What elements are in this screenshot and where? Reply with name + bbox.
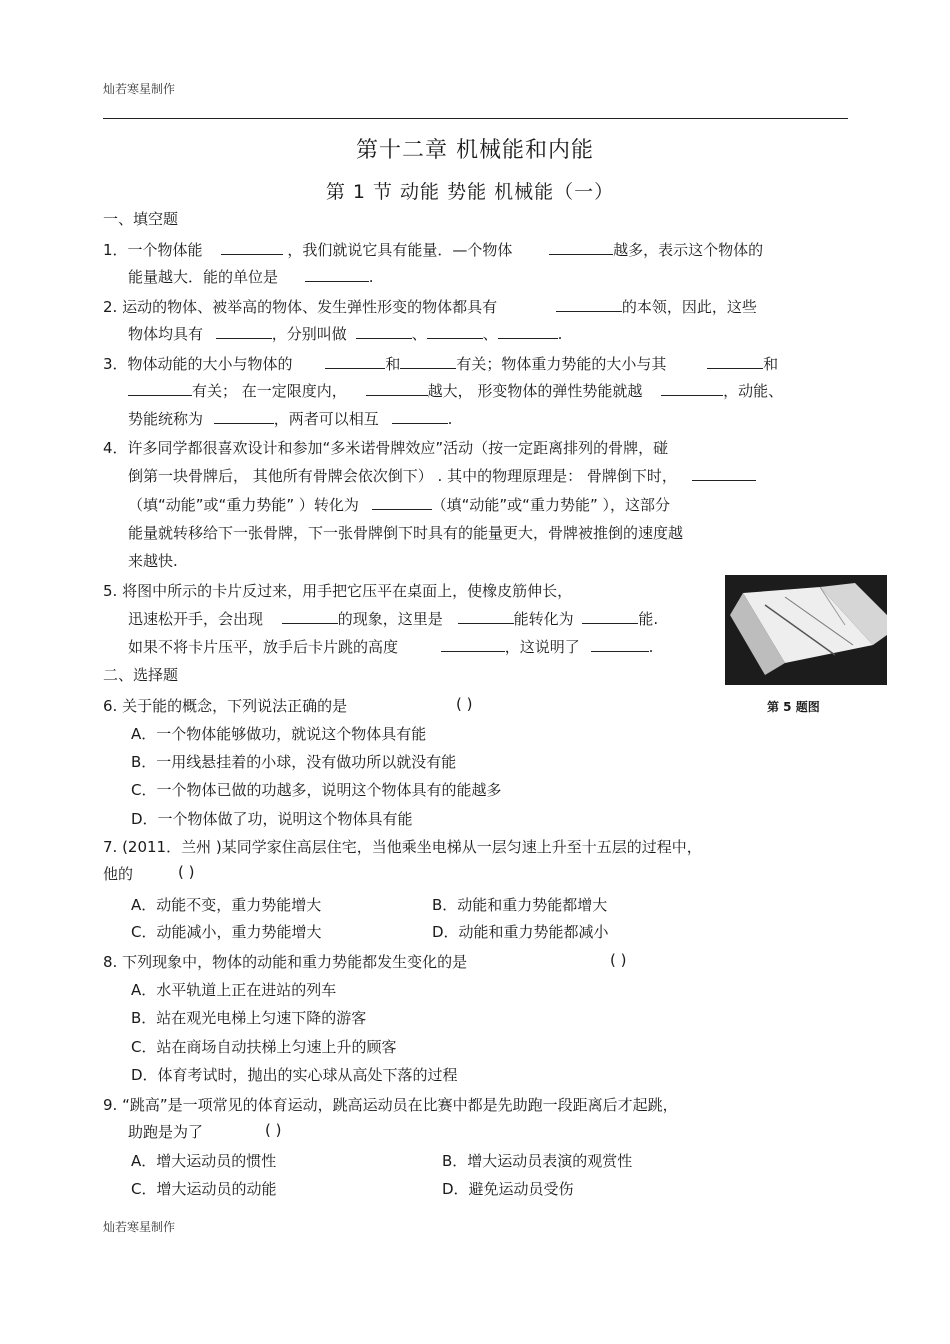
- q3-blank-1[interactable]: [325, 354, 385, 369]
- q6-option-d[interactable]: D．一个物体做了功，说明这个物体具有能: [131, 810, 413, 828]
- q1-blank-2[interactable]: [549, 240, 613, 255]
- q9-option-c[interactable]: C．增大运动员的动能: [131, 1180, 277, 1198]
- q5-text-d: 能.: [638, 610, 659, 628]
- q7-option-b[interactable]: B．动能和重力势能都增大: [432, 896, 608, 914]
- q9-line1: 9. “跳高”是一项常见的体育运动，跳高运动员在比赛中都是先助跑一段距离后才起跳，: [103, 1096, 678, 1114]
- q4-line3: [128, 494, 670, 515]
- q1-text-e: .: [368, 268, 374, 286]
- q9-option-a[interactable]: A．增大运动员的惯性: [131, 1152, 277, 1170]
- q2-text-d: ，分别叫做: [271, 325, 347, 343]
- q2-text-c: 物体均具有: [128, 325, 204, 343]
- q9-answer-paren[interactable]: ( ): [265, 1121, 282, 1139]
- q7-option-a[interactable]: A．动能不变，重力势能增大: [131, 896, 322, 914]
- q8-option-a[interactable]: A．水平轨道上正在进站的列车: [131, 981, 337, 999]
- q8-option-c[interactable]: C．站在商场自动扶梯上匀速上升的顾客: [131, 1038, 397, 1056]
- q5-text-f: ，这说明了: [504, 638, 580, 656]
- q4-line1: 4．许多同学都很喜欢设计和参加“多米诺骨牌效应”活动（按一定距离排列的骨牌，碰: [103, 439, 669, 457]
- q5-blank-3[interactable]: [582, 609, 638, 624]
- q8-option-b[interactable]: B．站在观光电梯上匀速下降的游客: [131, 1009, 367, 1027]
- q3-blank-3[interactable]: [707, 354, 763, 369]
- q4-line4: 能量就转移给下一张骨牌，下一张骨牌倒下时具有的能量更大，骨牌被推倒的速度越: [128, 524, 684, 542]
- q3-line2: [128, 380, 783, 401]
- q5-line1: 5. 将图中所示的卡片反过来，用手把它压平在桌面上，使橡皮筋伸长，: [103, 582, 573, 600]
- q6-option-a[interactable]: A．一个物体能够做功，就说这个物体具有能: [131, 725, 427, 743]
- q1-text-a: 1．一个物体能: [103, 241, 203, 259]
- q6-answer-paren[interactable]: ( ): [456, 695, 473, 713]
- q2-line1: [103, 296, 757, 317]
- q2-text-b: 的本领，因此，这些: [621, 298, 757, 316]
- q4-text-b: 倒第一块骨牌后， 其他所有骨牌会依次倒下） . 其中的物理原理是： 骨牌倒下时，: [128, 467, 677, 485]
- q5-line2: [128, 608, 658, 629]
- q7-option-d[interactable]: D．动能和重力势能都减小: [432, 923, 609, 941]
- q2-blank-2[interactable]: [216, 324, 272, 339]
- q4-line5: 来越快.: [128, 552, 178, 570]
- q3-line3: [128, 408, 452, 429]
- q3-blank-8[interactable]: [392, 409, 448, 424]
- section-title: 第 1 节 动能 势能 机械能（一）: [325, 181, 615, 203]
- q2-text-g: .: [557, 325, 563, 343]
- q3-text-f: 越大， 形变物体的弹性势能就越: [427, 382, 643, 400]
- q8-option-d[interactable]: D．体育考试时，抛出的实心球从高处下落的过程: [131, 1066, 458, 1084]
- q3-blank-2[interactable]: [400, 354, 456, 369]
- q1-blank-1[interactable]: [221, 240, 283, 255]
- q2-blank-4[interactable]: [427, 324, 483, 339]
- q3-line1: [103, 353, 778, 374]
- q5-text-c: 能转化为: [513, 610, 574, 628]
- q3-text-c: 有关；物体重力势能的大小与其: [456, 355, 667, 373]
- q3-blank-6[interactable]: [661, 381, 723, 396]
- q3-blank-7[interactable]: [214, 409, 274, 424]
- q8-stem: 8. 下列现象中，物体的动能和重力势能都发生变化的是: [103, 953, 468, 971]
- q3-text-e: 有关； 在一定限度内，: [192, 382, 347, 400]
- q9-option-d[interactable]: D．避免运动员受伤: [442, 1180, 574, 1198]
- q3-text-j: .: [447, 410, 453, 428]
- card-figure-image: [725, 575, 887, 685]
- q3-text-b: 和: [385, 355, 401, 373]
- q5-line3: [128, 636, 653, 657]
- q9-line2: 助跑是为了: [128, 1123, 204, 1141]
- q9-option-b[interactable]: B．增大运动员表演的观赏性: [442, 1152, 633, 1170]
- header-rule: [103, 118, 848, 119]
- section-choice-heading: 二、选择题: [103, 666, 179, 684]
- q8-answer-paren[interactable]: ( ): [610, 951, 627, 969]
- q2-text-a: 2. 运动的物体、被举高的物体、发生弹性形变的物体都具有: [103, 298, 498, 316]
- q7-option-c[interactable]: C．动能减小，重力势能增大: [131, 923, 322, 941]
- chapter-title: 第十二章 机械能和内能: [356, 138, 594, 163]
- q3-text-i: ，两者可以相互: [273, 410, 379, 428]
- q4-text-d: （填“动能”或“重力势能” ），这部分: [431, 496, 670, 514]
- q1-text-b: ，我们就说它具有能量．—个物体: [287, 241, 513, 259]
- q3-blank-5[interactable]: [366, 381, 428, 396]
- q2-text-e: 、: [411, 325, 427, 343]
- q2-line2: [128, 323, 562, 344]
- q3-text-a: 3．物体动能的大小与物体的: [103, 355, 293, 373]
- q1-text-d: 能量越大．能的单位是: [128, 268, 279, 286]
- q2-text-f: 、: [482, 325, 498, 343]
- figure-caption: 第 5 题图: [767, 700, 820, 714]
- q7-line1: 7. (2011．兰州 )某同学家住高层住宅，当他乘坐电梯从一层匀速上升至十五层的过程中，: [103, 838, 702, 856]
- q5-text-g: .: [648, 638, 654, 656]
- q2-blank-3[interactable]: [356, 324, 412, 339]
- q4-blank-2[interactable]: [372, 495, 432, 510]
- q3-blank-4[interactable]: [128, 381, 192, 396]
- q3-text-g: ，动能、: [723, 382, 784, 400]
- q1-blank-3[interactable]: [305, 267, 369, 282]
- q5-text-a: 迅速松开手，会出现: [128, 610, 264, 628]
- q1-line2: [128, 266, 374, 287]
- q5-blank-1[interactable]: [282, 609, 338, 624]
- q7-answer-paren[interactable]: ( ): [178, 863, 195, 881]
- q2-blank-1[interactable]: [556, 297, 622, 312]
- q4-blank-1[interactable]: [692, 466, 756, 481]
- q1-text-c: 越多，表示这个物体的: [613, 241, 764, 259]
- q6-option-b[interactable]: B．一用线悬挂着的小球，没有做功所以就没有能: [131, 753, 457, 771]
- q7-line2: 他的: [103, 865, 134, 883]
- footer-text: 灿若寒星制作: [103, 1220, 176, 1234]
- q6-option-c[interactable]: C．一个物体已做的功越多，说明这个物体具有的能越多: [131, 781, 502, 799]
- q4-text-c: （填“动能”或“重力势能” ）转化为: [128, 496, 359, 514]
- q2-blank-5[interactable]: [498, 324, 558, 339]
- q1-line1: [103, 239, 763, 260]
- q3-text-d: 和: [763, 355, 779, 373]
- q5-blank-5[interactable]: [591, 637, 649, 652]
- q5-text-e: 如果不将卡片压平，放手后卡片跳的高度: [128, 638, 399, 656]
- q5-blank-4[interactable]: [441, 637, 505, 652]
- section-fill-heading: 一、填空题: [103, 210, 179, 228]
- q6-stem: 6. 关于能的概念，下列说法正确的是: [103, 697, 348, 715]
- header-text: 灿若寒星制作: [103, 82, 176, 96]
- q3-text-h: 势能统称为: [128, 410, 204, 428]
- q4-line2: [128, 465, 756, 486]
- q5-text-b: 的现象，这里是: [337, 610, 443, 628]
- q5-blank-2[interactable]: [458, 609, 514, 624]
- card-figure-drawing: [725, 575, 887, 685]
